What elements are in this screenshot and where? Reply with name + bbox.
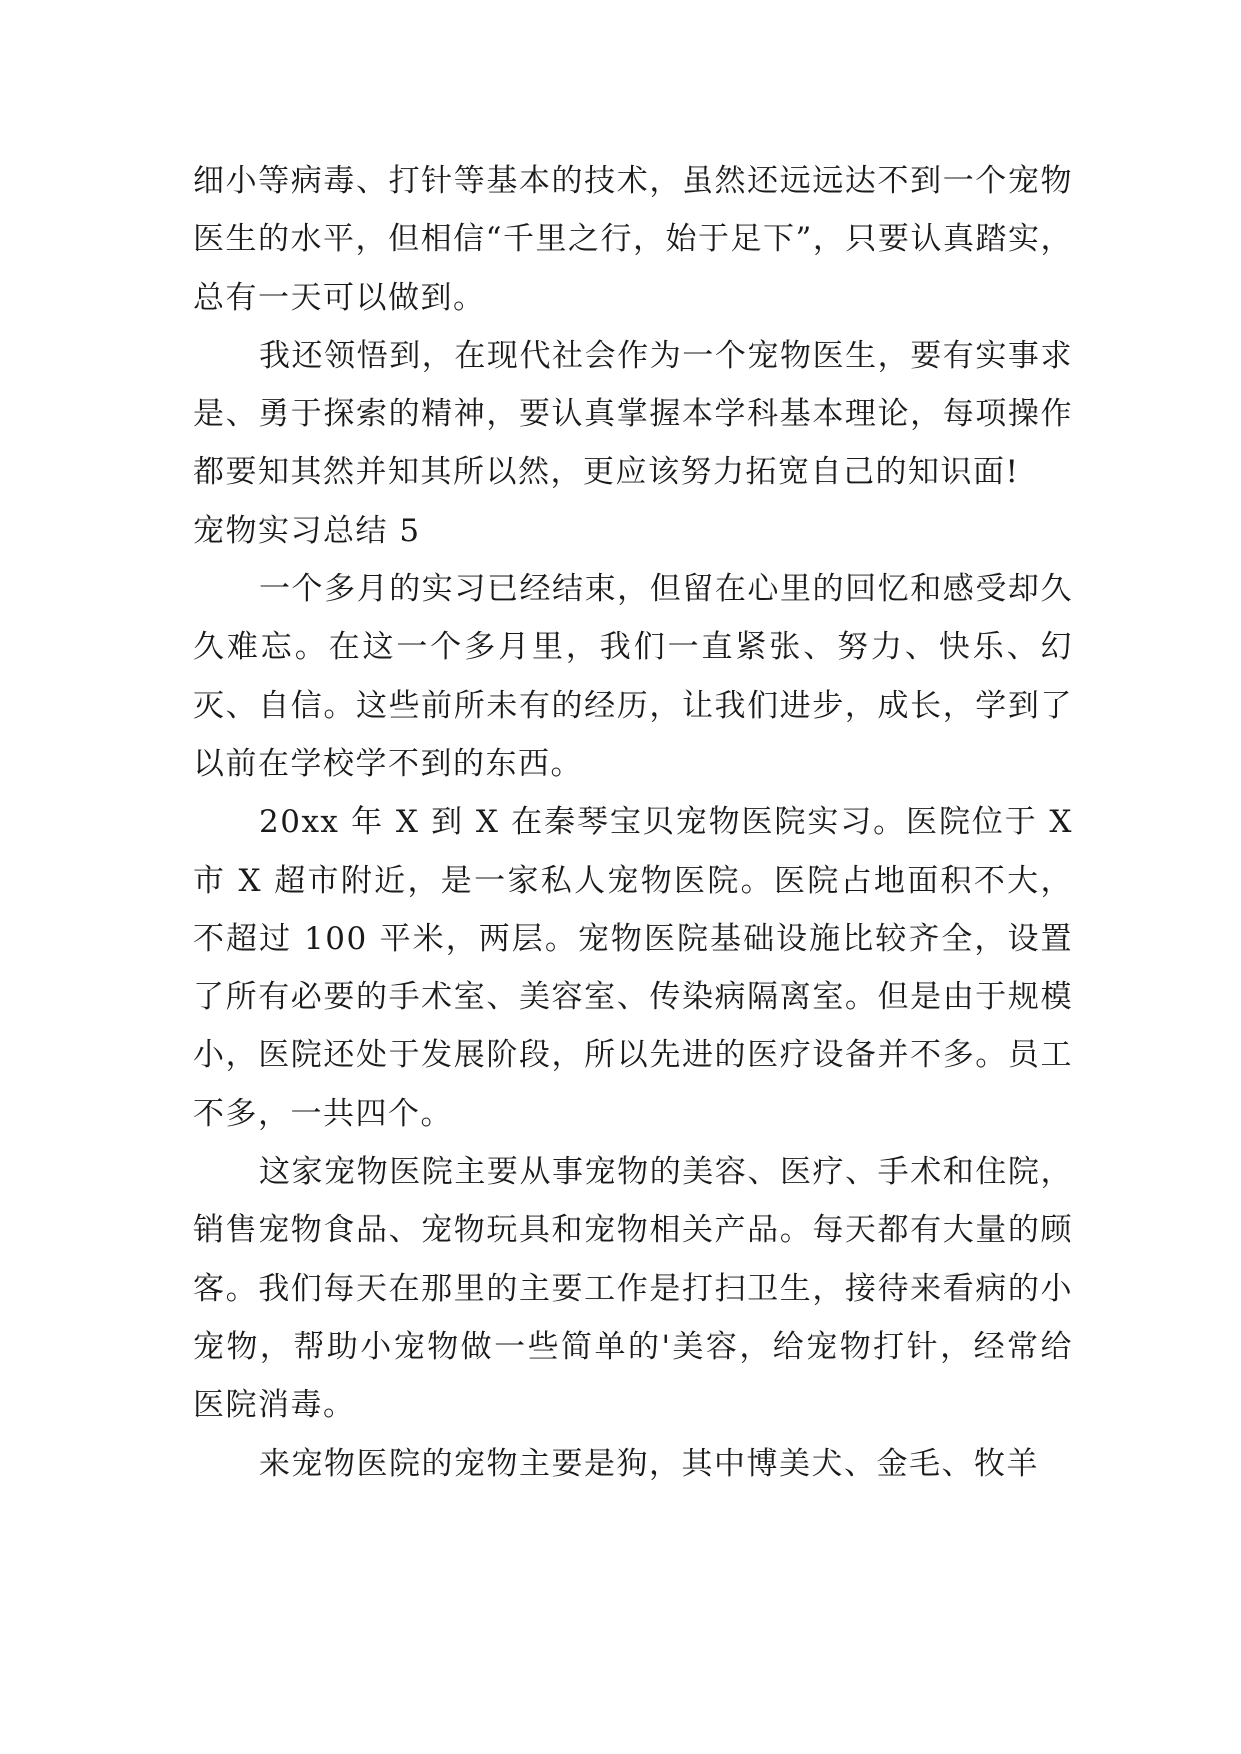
paragraph: 我还领悟到，在现代社会作为一个宠物医生，要有实事求是、勇于探索的精神，要认真掌握本学科基本理论，每项操作都要知其然并知其所以然，更应该努力拓宽自己的知识面! — [193, 337, 1073, 491]
document-body — [193, 152, 1073, 1493]
paragraph: 这家宠物医院主要从事宠物的美容、医疗、手术和住院，销售宠物食品、宠物玩具和宠物相关产品。每天都有大量的顾客。我们每天在那里的主要工作是打扫卫生，接待来看病的小宠物，帮助小宠物做一些简单的'美容，给宠物打针，经常给医院消毒。 — [193, 1154, 1073, 1424]
paragraph: 20xx 年 X 到 X 在秦琴宝贝宠物医院实习。医院位于 X 市 X 超市附近，是一家私人宠物医院。医院占地面积不大，不超过 100 平米，两层。宠物医院基础设施比较齐全，设置了所有必要的手术室、美容室、传染病隔离室。但是由于规模小，医院还处于发展阶段，所以先进的医疗设备并不多。员工不多，一共四个。 — [193, 804, 1073, 1132]
paragraph: 来宠物医院的宠物主要是狗，其中博美犬、金毛、牧羊 — [259, 1445, 1039, 1482]
section-heading: 宠物实习总结 5 — [193, 512, 421, 549]
paragraph: 一个多月的实习已经结束，但留在心里的回忆和感受却久久难忘。在这一个多月里，我们一直紧张、努力、快乐、幻灭、自信。这些前所未有的经历，让我们进步，成长，学到了以前在学校学不到的东西。 — [193, 571, 1073, 782]
paragraph-continued: 细小等病毒、打针等基本的技术，虽然还远远达不到一个宠物医生的水平，但相信“千里之行，始于足下”，只要认真踏实，总有一天可以做到。 — [193, 163, 1073, 316]
